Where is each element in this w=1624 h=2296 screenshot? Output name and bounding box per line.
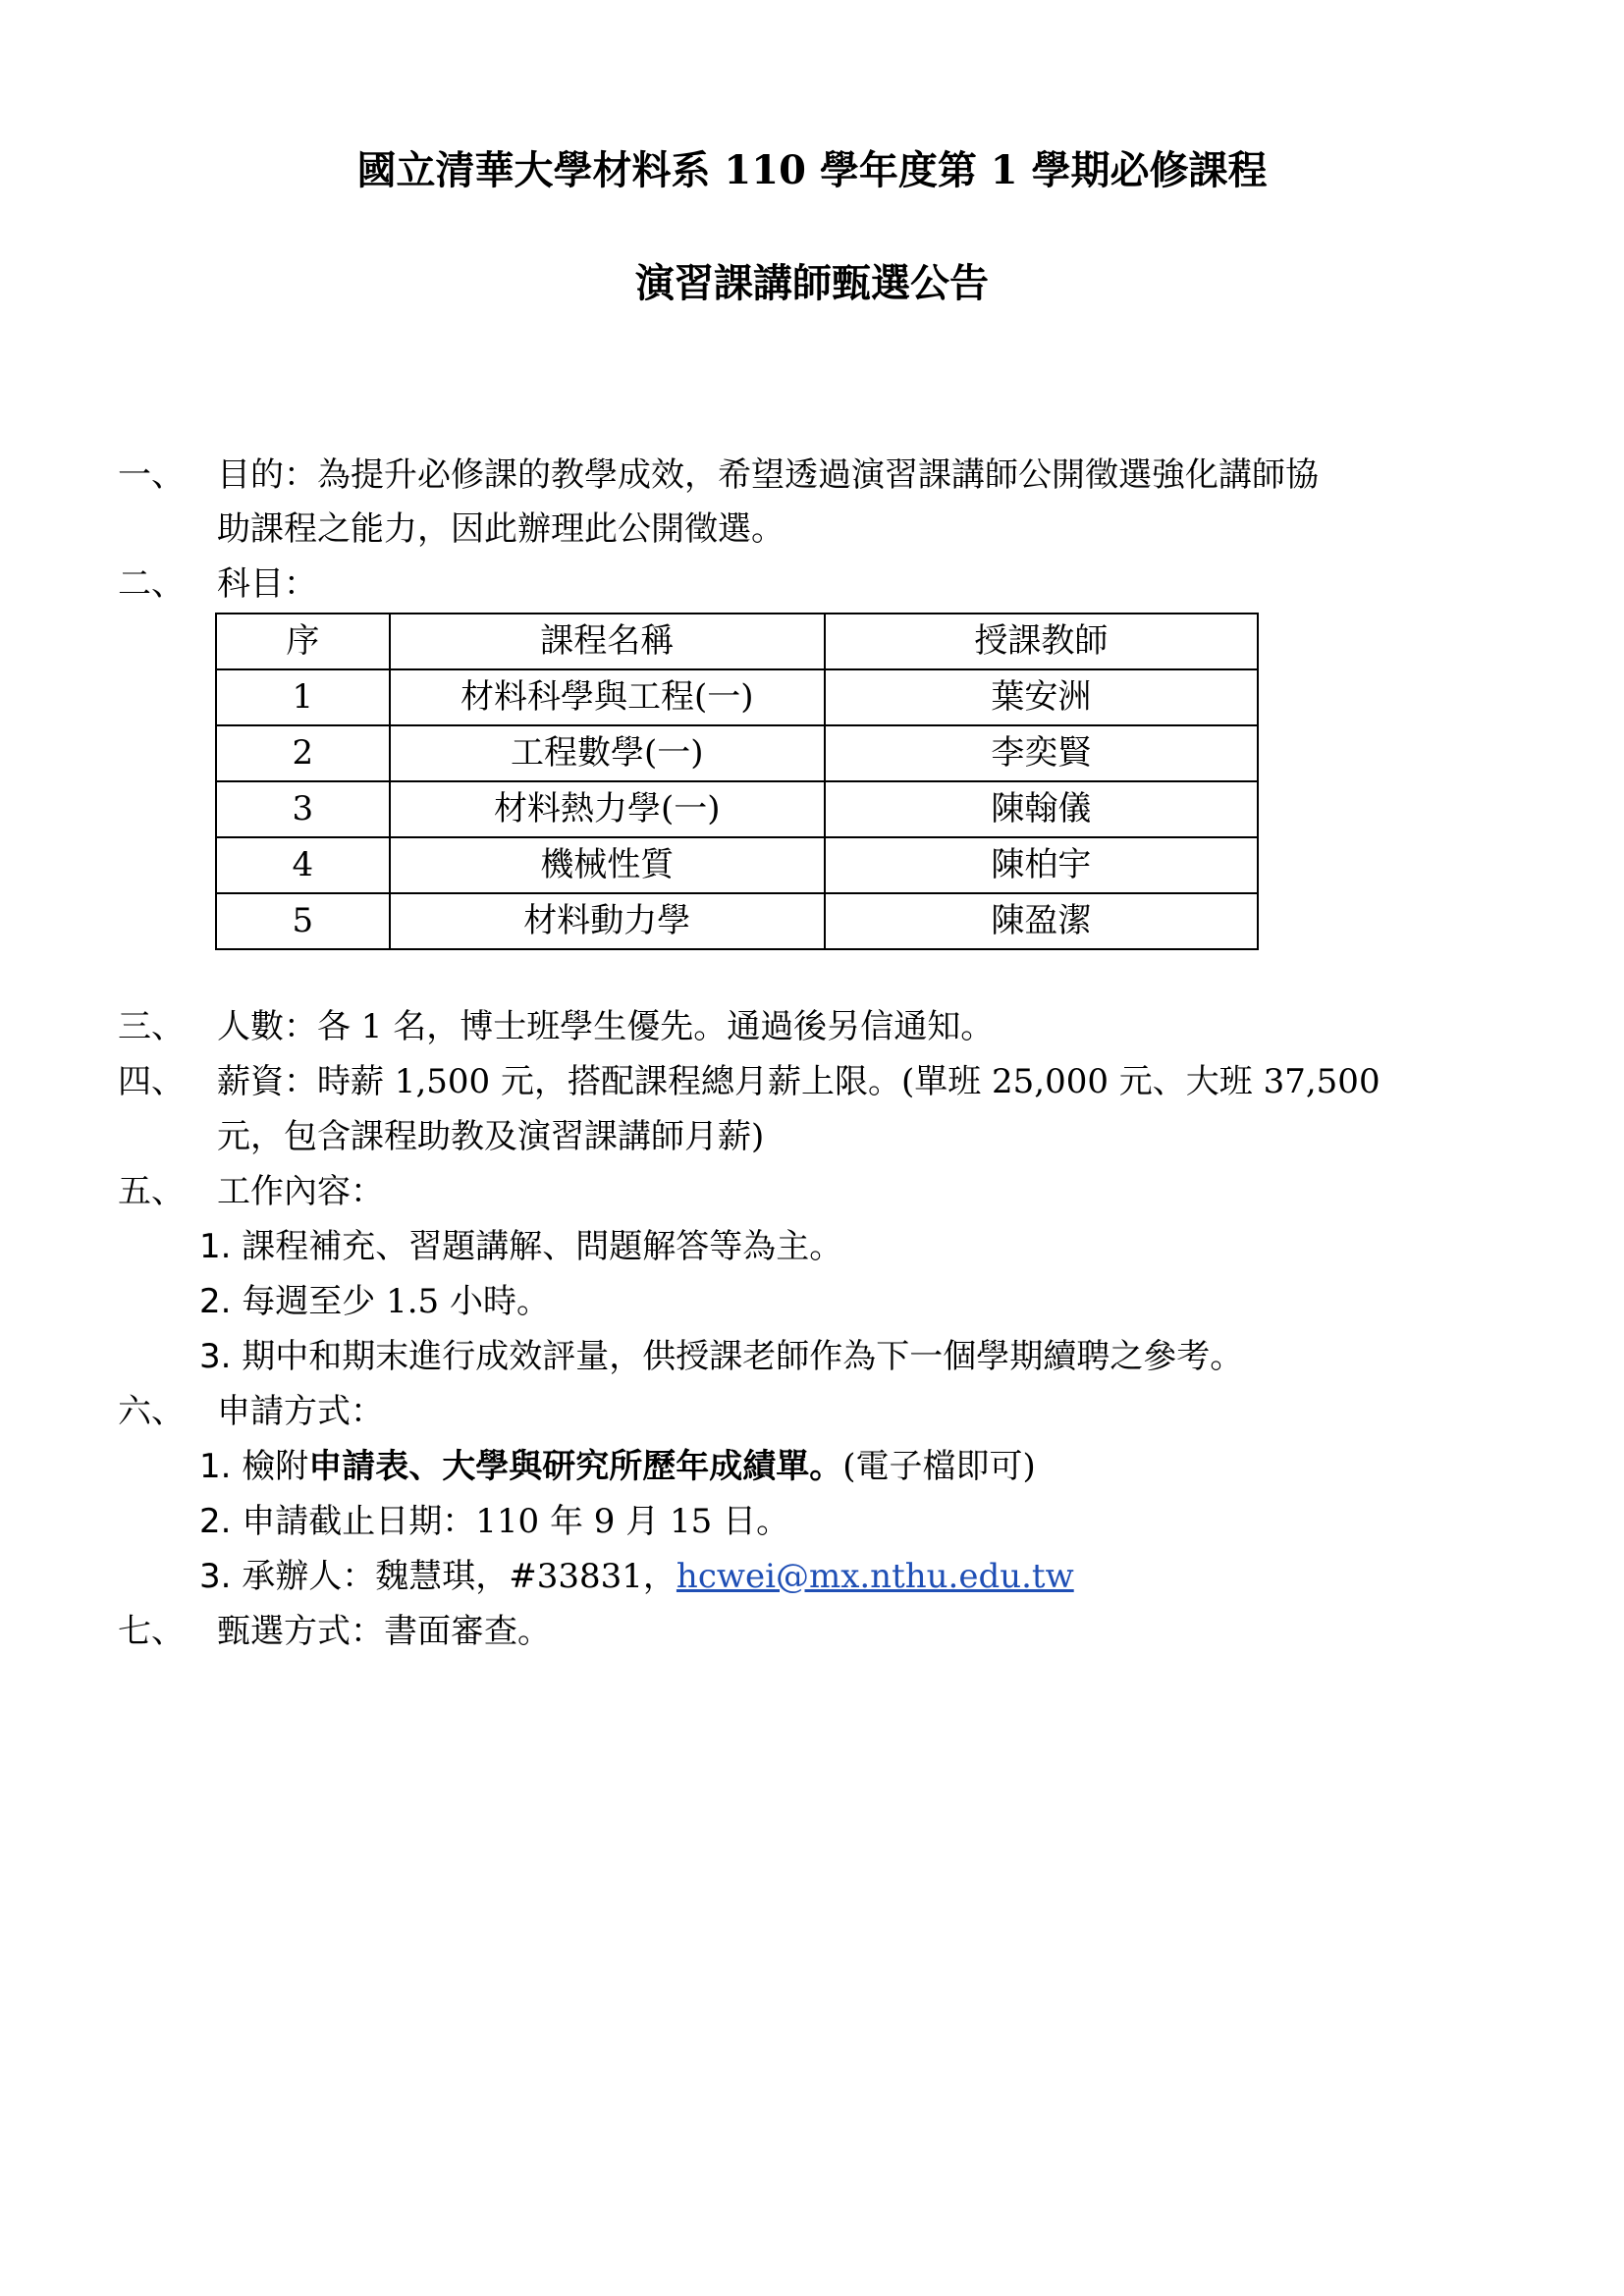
list-item [199, 1501, 789, 1542]
list-item [199, 1446, 1036, 1487]
table-header-row [216, 614, 1258, 669]
section-6-number: 六、 [118, 1392, 185, 1431]
section-2-text: 科目： [217, 564, 317, 604]
list-item-text: 承辦人：魏慧琪，#33831， [242, 1557, 677, 1596]
table-header-cell: 序 [216, 614, 390, 669]
table-cell-index: 2 [216, 725, 390, 781]
list-item [199, 1556, 1074, 1597]
table-cell-teacher: 陳翰儀 [825, 781, 1258, 837]
section-3-text: 人數：各 1 名，博士班學生優先。通過後另信通知。 [217, 1007, 995, 1046]
section-5-text: 工作內容： [217, 1172, 384, 1211]
list-item-text: 申請截止日期：110 年 9 月 15 日。 [242, 1502, 790, 1541]
table-cell-teacher: 李奕賢 [825, 725, 1258, 781]
section-5-number: 五、 [118, 1172, 185, 1211]
list-item-number: 2. [199, 1282, 232, 1321]
list-item [199, 1281, 550, 1322]
list-item [199, 1336, 1243, 1377]
list-item-text: 課程補充、習題講解、問題解答等為主。 [242, 1227, 843, 1266]
section-6-text: 申請方式： [217, 1392, 384, 1431]
list-item-number: 1. [199, 1227, 232, 1266]
table-row [216, 669, 1258, 725]
table-row [216, 893, 1258, 949]
list-item-bold-text: 申請表、大學與研究所歷年成績單。 [308, 1447, 843, 1486]
section-7-text: 甄選方式：書面審查。 [217, 1612, 551, 1651]
list-item-text: 期中和期末進行成效評量，供授課老師作為下一個學期續聘之參考。 [242, 1337, 1244, 1376]
table-cell-index: 5 [216, 893, 390, 949]
list-item-prefix: 檢附 [242, 1447, 309, 1486]
table-cell-teacher: 陳柏宇 [825, 837, 1258, 893]
table-row [216, 725, 1258, 781]
email-link[interactable]: hcwei@mx.nthu.edu.tw [676, 1557, 1074, 1596]
title-line-2: 演習課講師甄選公告 [635, 260, 989, 306]
table-cell-course: 工程數學(一) [390, 725, 825, 781]
table-header-cell: 課程名稱 [390, 614, 825, 669]
course-table [215, 613, 1259, 950]
section-7-number: 七、 [118, 1612, 185, 1651]
table-cell-index: 4 [216, 837, 390, 893]
table-cell-teacher: 葉安洲 [825, 669, 1258, 725]
section-1-number: 一、 [118, 455, 185, 495]
section-4-number: 四、 [118, 1062, 185, 1101]
list-item-number: 3. [199, 1557, 232, 1596]
section-2-number: 二、 [118, 564, 185, 604]
list-item-suffix: (電子檔即可) [842, 1447, 1036, 1486]
section-1-line-2: 助課程之能力，因此辦理此公開徵選。 [217, 509, 785, 549]
table-cell-index: 3 [216, 781, 390, 837]
table-cell-course: 機械性質 [390, 837, 825, 893]
section-1-line-1: 目的：為提升必修課的教學成效，希望透過演習課講師公開徵選強化講師協 [217, 455, 1319, 495]
section-4-line-2: 元，包含課程助教及演習課講師月薪) [217, 1117, 765, 1156]
list-item [199, 1226, 842, 1267]
title-line-1: 國立清華大學材料系 110 學年度第 1 學期必修課程 [356, 147, 1268, 193]
table-cell-course: 材料動力學 [390, 893, 825, 949]
list-item-text: 每週至少 1.5 小時。 [242, 1282, 550, 1321]
table-cell-index: 1 [216, 669, 390, 725]
table-cell-teacher: 陳盈潔 [825, 893, 1258, 949]
table-row [216, 837, 1258, 893]
section-4-line-1: 薪資：時薪 1,500 元，搭配課程總月薪上限。(單班 25,000 元、大班 37,500 [217, 1062, 1380, 1101]
list-item-number: 2. [199, 1502, 232, 1541]
table-header-cell: 授課教師 [825, 614, 1258, 669]
table-cell-course: 材料科學與工程(一) [390, 669, 825, 725]
section-3-number: 三、 [118, 1007, 185, 1046]
list-item-number: 1. [199, 1447, 232, 1486]
table-row [216, 781, 1258, 837]
table-cell-course: 材料熱力學(一) [390, 781, 825, 837]
list-item-number: 3. [199, 1337, 232, 1376]
